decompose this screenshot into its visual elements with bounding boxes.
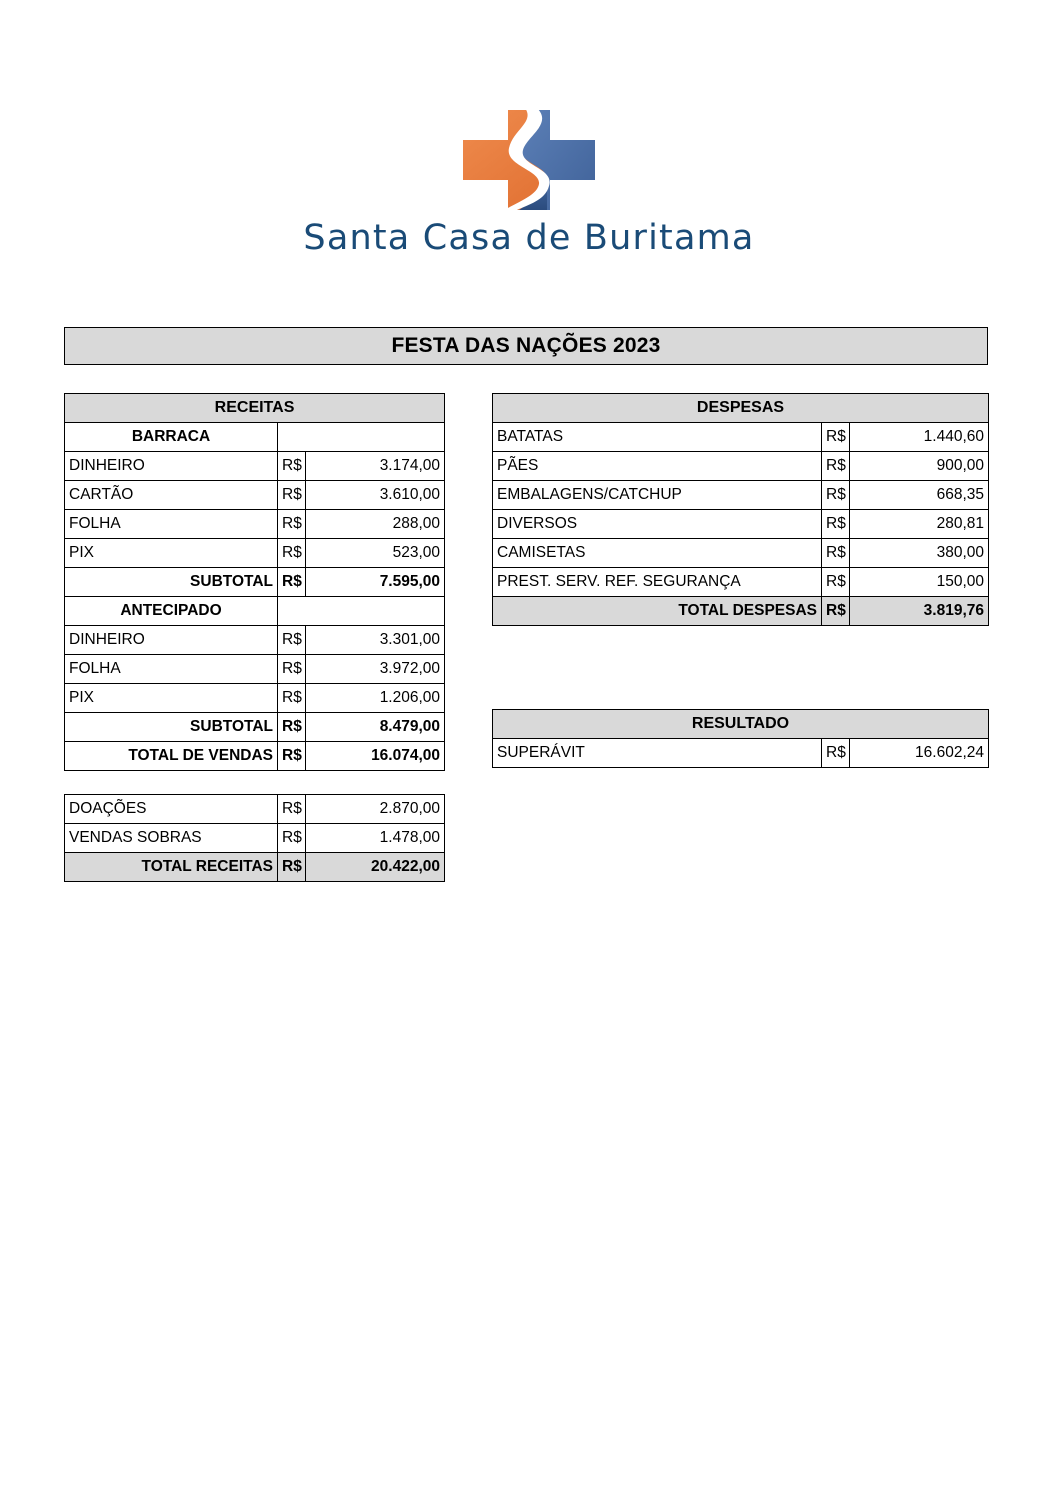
row-label: DINHEIRO [65, 626, 278, 655]
despesas-header: DESPESAS [493, 394, 989, 423]
row-currency: R$ [278, 481, 306, 510]
table-row [493, 510, 989, 539]
page-title: FESTA DAS NAÇÕES 2023 [391, 334, 661, 357]
table-header-row [65, 394, 445, 423]
row-currency: R$ [278, 539, 306, 568]
row-currency: R$ [822, 423, 850, 452]
table-header-row [493, 394, 989, 423]
receitas-table [64, 393, 445, 771]
total-receitas-table [64, 794, 445, 882]
row-label: PÃES [493, 452, 822, 481]
row-value: 280,81 [850, 510, 989, 539]
row-value: 523,00 [306, 539, 445, 568]
table-row [65, 684, 445, 713]
table-row [65, 655, 445, 684]
row-currency: R$ [278, 795, 306, 824]
row-value: 3.301,00 [306, 626, 445, 655]
group-label-barraca: BARRACA [65, 423, 278, 452]
total-row [493, 597, 989, 626]
total-receitas-label: TOTAL RECEITAS [65, 853, 278, 882]
row-label: PREST. SERV. REF. SEGURANÇA [493, 568, 822, 597]
row-value: 380,00 [850, 539, 989, 568]
table-row [65, 824, 445, 853]
table-row [65, 452, 445, 481]
table-header-row [493, 710, 989, 739]
subtotal-row [65, 713, 445, 742]
total-vendas-currency: R$ [278, 742, 306, 771]
table-row [65, 795, 445, 824]
table-row [65, 626, 445, 655]
row-label: DOAÇÕES [65, 795, 278, 824]
row-currency: R$ [278, 824, 306, 853]
row-label: FOLHA [65, 510, 278, 539]
row-value: 668,35 [850, 481, 989, 510]
row-currency: R$ [822, 539, 850, 568]
row-currency: R$ [278, 510, 306, 539]
subtotal-currency: R$ [278, 568, 306, 597]
table-row [493, 539, 989, 568]
row-label: VENDAS SOBRAS [65, 824, 278, 853]
total-row [65, 853, 445, 882]
subtotal-label: SUBTOTAL [65, 568, 278, 597]
row-value: 3.174,00 [306, 452, 445, 481]
row-currency: R$ [278, 655, 306, 684]
row-value: 1.440,60 [850, 423, 989, 452]
table-row [65, 510, 445, 539]
table-row [493, 739, 989, 768]
row-value: 3.610,00 [306, 481, 445, 510]
row-label: PIX [65, 539, 278, 568]
total-despesas-label: TOTAL DESPESAS [493, 597, 822, 626]
subtotal-value: 7.595,00 [306, 568, 445, 597]
row-currency: R$ [822, 452, 850, 481]
row-label: DINHEIRO [65, 452, 278, 481]
subtotal-value: 8.479,00 [306, 713, 445, 742]
row-value: 1.478,00 [306, 824, 445, 853]
subtotal-row [65, 568, 445, 597]
total-despesas-value: 3.819,76 [850, 597, 989, 626]
row-value: 2.870,00 [306, 795, 445, 824]
receitas-header: RECEITAS [65, 394, 445, 423]
row-label: FOLHA [65, 655, 278, 684]
group-header-row [65, 597, 445, 626]
subtotal-label: SUBTOTAL [65, 713, 278, 742]
superavit-currency: R$ [822, 739, 850, 768]
resultado-header: RESULTADO [493, 710, 989, 739]
document-title-banner [64, 327, 988, 365]
row-currency: R$ [822, 510, 850, 539]
organization-logo [0, 108, 1058, 258]
table-row [493, 568, 989, 597]
superavit-label: SUPERÁVIT [493, 739, 822, 768]
total-vendas-value: 16.074,00 [306, 742, 445, 771]
table-row [493, 423, 989, 452]
row-value: 288,00 [306, 510, 445, 539]
logo-wordmark: Santa Casa de Buritama [303, 218, 755, 258]
row-currency: R$ [822, 481, 850, 510]
table-row [65, 481, 445, 510]
total-receitas-currency: R$ [278, 853, 306, 882]
row-label: EMBALAGENS/CATCHUP [493, 481, 822, 510]
row-currency: R$ [278, 684, 306, 713]
total-vendas-label: TOTAL DE VENDAS [65, 742, 278, 771]
group-header-row [65, 423, 445, 452]
row-label: DIVERSOS [493, 510, 822, 539]
row-value: 3.972,00 [306, 655, 445, 684]
row-value: 150,00 [850, 568, 989, 597]
santa-casa-cross-icon [461, 108, 597, 212]
despesas-table [492, 393, 989, 626]
total-despesas-currency: R$ [822, 597, 850, 626]
row-label: CAMISETAS [493, 539, 822, 568]
group-label-antecipado: ANTECIPADO [65, 597, 278, 626]
row-label: BATATAS [493, 423, 822, 452]
table-row [65, 539, 445, 568]
row-value: 900,00 [850, 452, 989, 481]
row-value: 1.206,00 [306, 684, 445, 713]
row-label: PIX [65, 684, 278, 713]
table-row [493, 481, 989, 510]
row-currency: R$ [278, 452, 306, 481]
table-row [493, 452, 989, 481]
row-label: CARTÃO [65, 481, 278, 510]
total-row [65, 742, 445, 771]
resultado-table [492, 709, 989, 768]
subtotal-currency: R$ [278, 713, 306, 742]
group-empty-cell [278, 423, 445, 452]
superavit-value: 16.602,24 [850, 739, 989, 768]
row-currency: R$ [278, 626, 306, 655]
total-receitas-value: 20.422,00 [306, 853, 445, 882]
row-currency: R$ [822, 568, 850, 597]
group-empty-cell [278, 597, 445, 626]
